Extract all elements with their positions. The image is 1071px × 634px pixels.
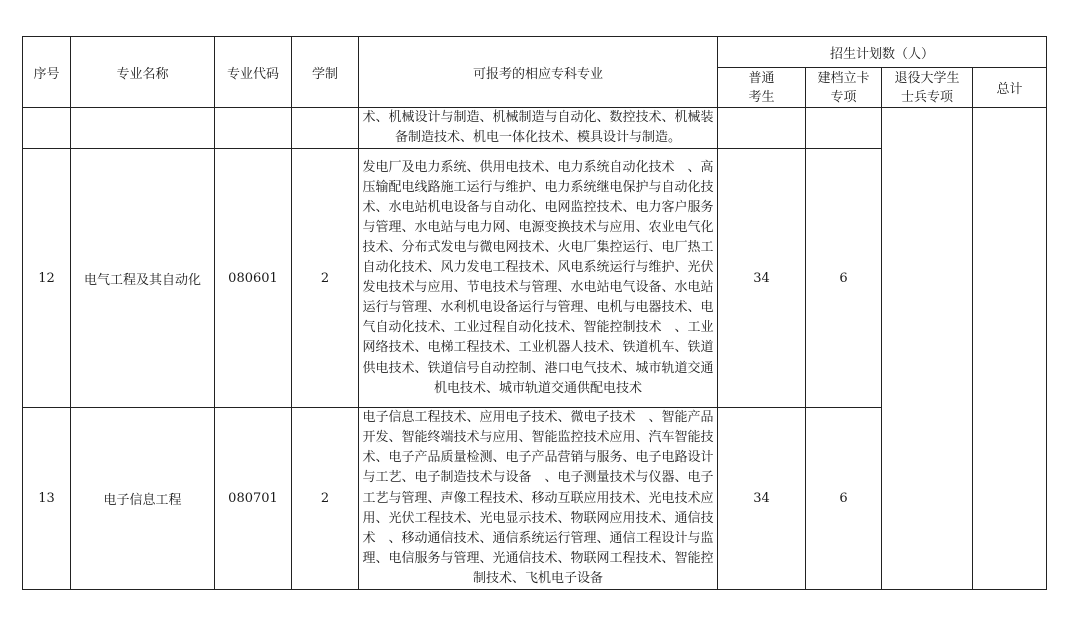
cell-duration: 2	[292, 408, 359, 590]
header-index: 序号	[23, 37, 71, 108]
header-row-top	[23, 37, 1047, 68]
header-veteran-line1: 退役大学生	[894, 70, 960, 86]
header-regular-line1: 普通	[748, 70, 775, 86]
cell-major-name	[71, 108, 215, 149]
header-veteran	[882, 68, 973, 108]
header-poverty-line2: 专项	[830, 89, 857, 105]
cell-major-name: 电子信息工程	[71, 408, 215, 590]
cell-poverty: 6	[806, 149, 882, 408]
header-plan-group: 招生计划数（人）	[718, 37, 1047, 68]
cell-poverty: 6	[806, 408, 882, 590]
table-body	[23, 108, 1047, 590]
header-poverty	[806, 68, 882, 108]
header-regular-line2: 考生	[748, 89, 775, 105]
cell-major-name: 电气工程及其自动化	[71, 149, 215, 408]
header-poverty-line1: 建档立卡	[817, 70, 870, 86]
header-regular	[718, 68, 806, 108]
enrollment-plan-table	[22, 36, 1047, 590]
header-veteran-line2: 士兵专项	[900, 89, 953, 105]
cell-eligible-majors: 发电厂及电力系统、供用电技术、电力系统自动化技术 、高压输配电线路施工运行与维护、电力系统继电保护与自动化技术、水电站机电设备与自动化、电网监控技术、电力客户服务与管理、水电站与电力网、电源变换技术与应用、农业电气化技术、分布式发电与微电网技术、火电厂集控运行、电厂热工自动化技术、风力发电工程技术、风电系统运行与维护、光伏发电技术与应用、节电技术与管理、水电站电气设备、水电站运行与管理、水利机电设备运行与管理、电机与电器技术、电气自动化技术、工业过程自动化技术、智能控制技术 、工业网络技术、电梯工程技术、工业机器人技术、铁道机车、铁道供电技术、铁道信号自动控制、港口电气技术、城市轨道交通机电技术、城市轨道交通供配电技术	[359, 149, 718, 408]
cell-poverty	[806, 108, 882, 149]
header-duration: 学制	[292, 37, 359, 108]
cell-veteran	[882, 108, 973, 590]
cell-eligible-majors: 术、机械设计与制造、机械制造与自动化、数控技术、机械装备制造技术、机电一体化技术、模具设计与制造。	[359, 108, 718, 149]
cell-major-code	[215, 108, 292, 149]
cell-duration: 2	[292, 149, 359, 408]
header-total: 总计	[973, 68, 1047, 108]
cell-major-code: 080701	[215, 408, 292, 590]
cell-index	[23, 108, 71, 149]
cell-regular: 34	[718, 149, 806, 408]
cell-index: 12	[23, 149, 71, 408]
cell-regular	[718, 108, 806, 149]
header-major-code: 专业代码	[215, 37, 292, 108]
cell-eligible-majors: 电子信息工程技术、应用电子技术、微电子技术 、智能产品开发、智能终端技术与应用、智能监控技术应用、汽车智能技术、电子产品质量检测、电子产品营销与服务、电子电路设计与工艺、电子制造技术与设备 、电子测量技术与仪器、电子工艺与管理、声像工程技术、移动互联应用技术、光电技术应用、光伏工程技术、光电显示技术、物联网应用技术、通信技术 、移动通信技术、通信系统运行管理、通信工程设计与监理、电信服务与管理、光通信技术、物联网工程技术、智能控制技术、飞机电子设备	[359, 408, 718, 590]
table-row	[23, 108, 1047, 149]
table-header	[23, 37, 1047, 108]
cell-major-code: 080601	[215, 149, 292, 408]
cell-regular: 34	[718, 408, 806, 590]
header-eligible-majors: 可报考的相应专科专业	[359, 37, 718, 108]
header-major-name: 专业名称	[71, 37, 215, 108]
cell-duration	[292, 108, 359, 149]
cell-index: 13	[23, 408, 71, 590]
cell-total	[973, 108, 1047, 590]
